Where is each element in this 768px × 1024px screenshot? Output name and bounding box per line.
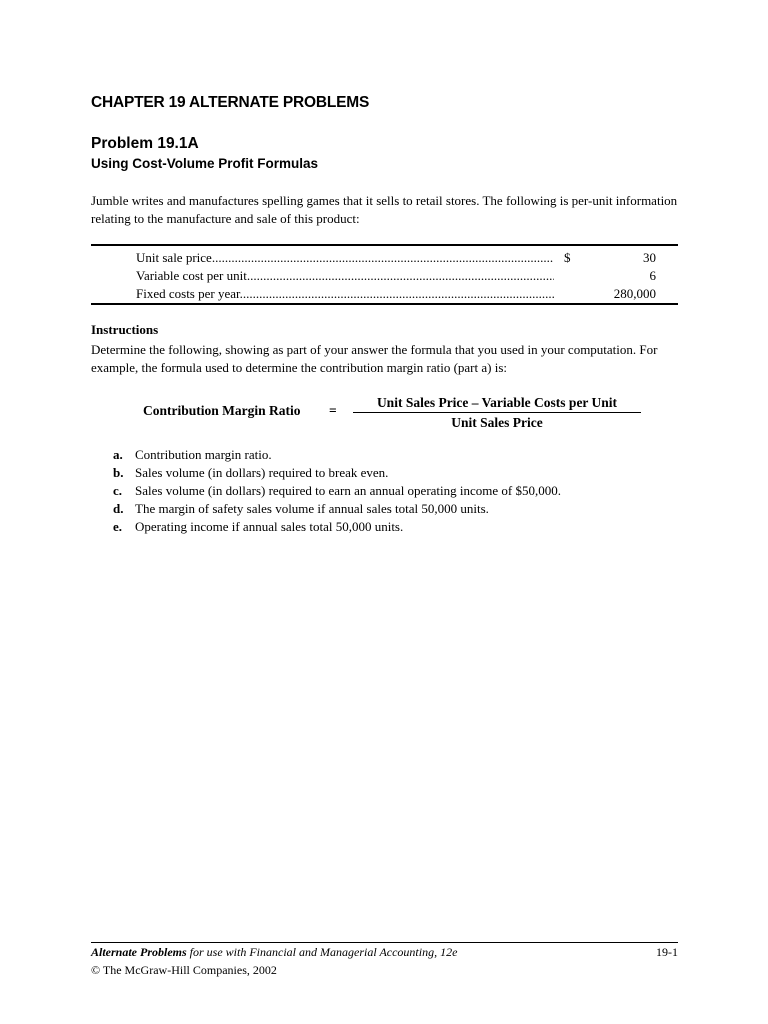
row-label: Variable cost per unit ..... <box>136 267 554 285</box>
problem-number: Problem 19.1A <box>91 135 199 152</box>
table-row <box>136 267 656 285</box>
part-text: The margin of safety sales volume if annual sales total 50,000 units. <box>135 501 489 516</box>
formula-fraction <box>353 393 641 432</box>
formula-numerator: Unit Sales Price – Variable Costs per Unit <box>376 395 618 410</box>
list-item <box>113 446 561 464</box>
row-value: 280,000 <box>613 286 656 301</box>
table-row <box>136 249 656 267</box>
problem-intro: Jumble writes and manufactures spelling games that it sells to retail stores. The following is per-unit information relating to the manufacture and sale of this product: <box>91 193 678 226</box>
part-text: Contribution margin ratio. <box>135 447 272 462</box>
copyright-notice: © The McGraw-Hill Companies, 2002 <box>91 963 277 977</box>
part-text: Operating income if annual sales total 50,000 units. <box>135 519 404 534</box>
formula-equals: = <box>329 403 337 418</box>
list-item <box>113 482 561 500</box>
instructions-text: Determine the following, showing as part of your answer the formula that you used in your computation. For example, the formula used to determine the contribution margin ratio (part a) is: <box>91 342 658 375</box>
part-text: Sales volume (in dollars) required to earn an annual operating income of $50,000. <box>135 483 561 498</box>
formula <box>91 393 651 433</box>
instructions-heading: Instructions <box>91 322 159 337</box>
table-row <box>136 285 656 303</box>
row-value: 30 <box>643 250 656 265</box>
footer-book-strong: Alternate Problems <box>91 945 187 959</box>
part-letter: b. <box>113 465 124 480</box>
cost-data-table <box>91 244 678 305</box>
part-text: Sales volume (in dollars) required to break even. <box>135 465 389 480</box>
footer-book-rest: for use with Financial and Managerial Accounting, 12e <box>186 945 458 959</box>
problem-subtitle: Using Cost-Volume Profit Formulas <box>91 156 319 171</box>
fraction-bar <box>353 412 641 413</box>
part-letter: e. <box>113 519 123 534</box>
formula-denominator: Unit Sales Price <box>451 415 543 430</box>
row-label: Fixed costs per year ..... <box>136 285 554 303</box>
row-label: Unit sale price ..... <box>136 249 554 267</box>
part-letter: a. <box>113 447 123 462</box>
instruction-parts-list <box>113 446 561 536</box>
footer-divider <box>91 942 678 943</box>
formula-lhs: Contribution Margin Ratio <box>143 403 301 418</box>
page-number: 19-1 <box>656 945 678 959</box>
chapter-title: CHAPTER 19 ALTERNATE PROBLEMS <box>91 94 370 111</box>
list-item <box>113 464 561 482</box>
part-letter: c. <box>113 483 123 498</box>
list-item <box>113 500 561 518</box>
footer-book-title <box>91 945 457 960</box>
part-letter: d. <box>113 501 124 516</box>
row-value: 6 <box>649 268 656 283</box>
row-currency: $ <box>564 250 571 265</box>
list-item <box>113 518 561 536</box>
